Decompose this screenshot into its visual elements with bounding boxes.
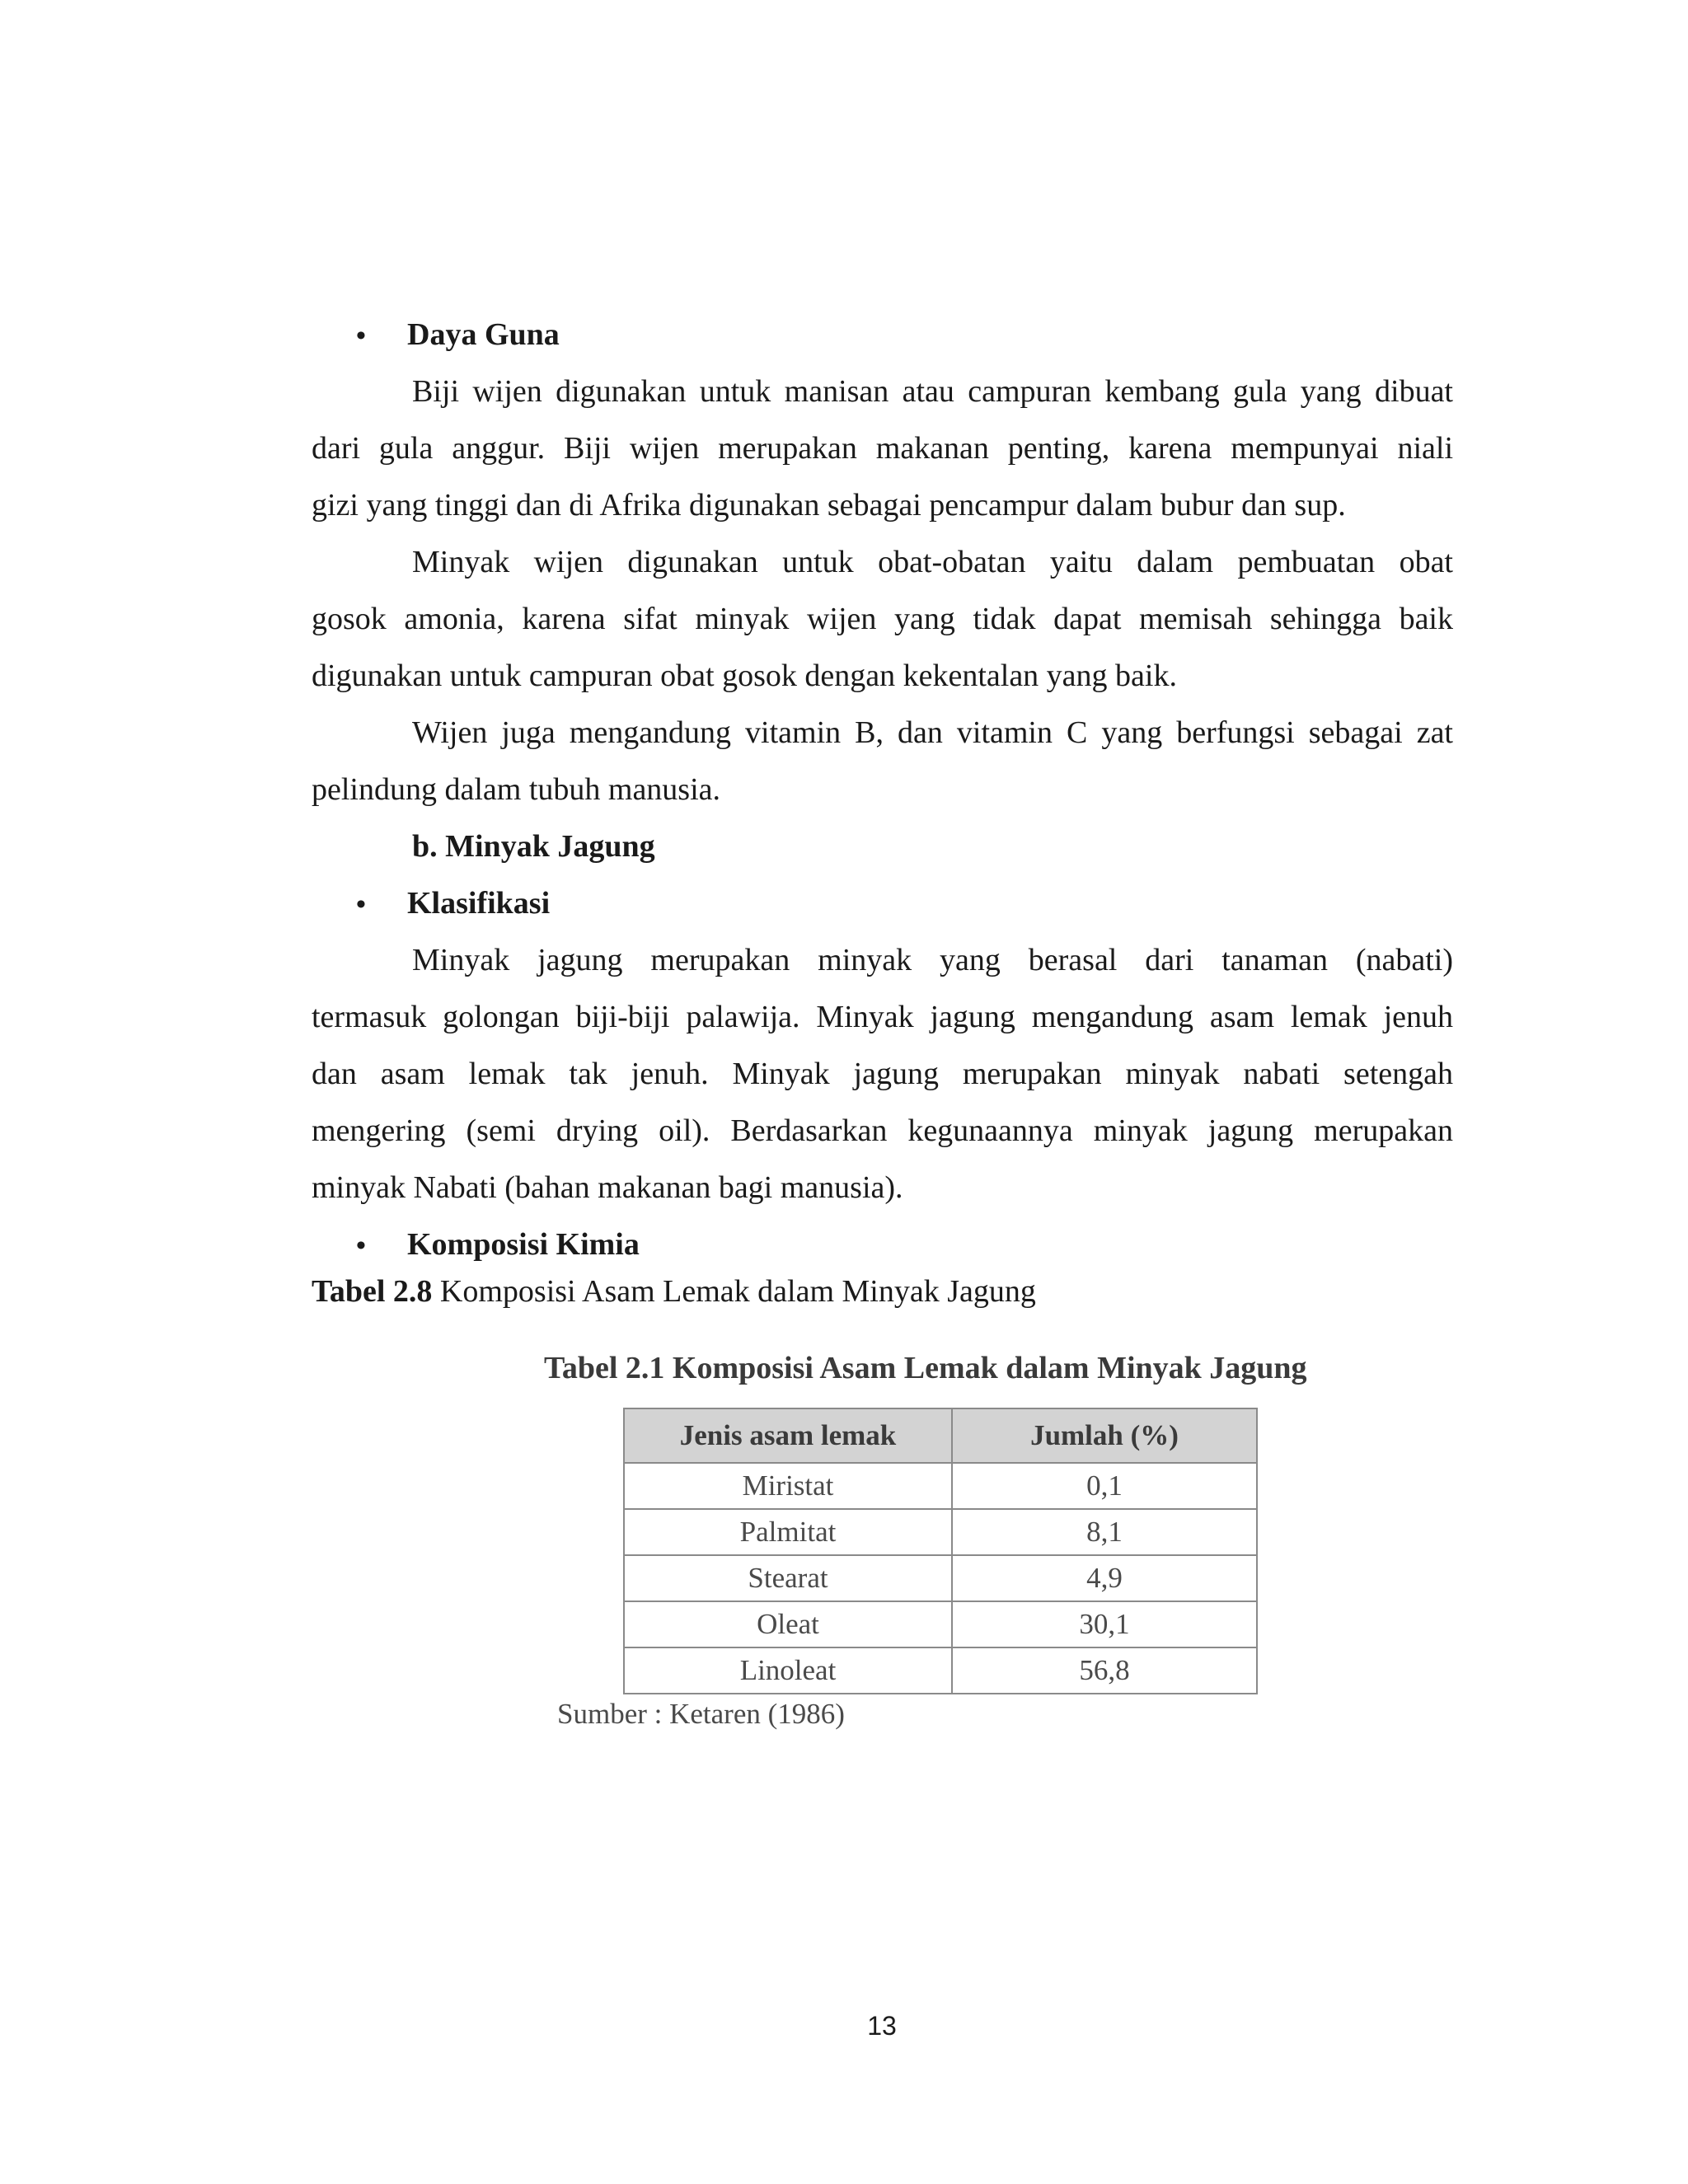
table-cell: Linoleat	[624, 1647, 952, 1694]
figure-title: Tabel 2.1 Komposisi Asam Lemak dalam Minyak Jagung	[544, 1351, 1307, 1385]
table-row	[624, 1555, 1257, 1601]
bullet-icon: •	[356, 889, 366, 920]
heading-minyak-jagung: b. Minyak Jagung	[412, 829, 655, 864]
fatty-acid-table	[623, 1408, 1258, 1694]
table-caption	[312, 1273, 1036, 1310]
paragraph-line: Minyak jagung merupakan minyak yang berasal dari tanaman (nabati)	[412, 943, 1453, 977]
paragraph-line: termasuk golongan biji-biji palawija. Minyak jagung mengandung asam lemak jenuh	[312, 1000, 1453, 1034]
table-cell: 0,1	[952, 1463, 1257, 1509]
table-header-row	[624, 1408, 1257, 1463]
table-row	[624, 1601, 1257, 1647]
table-figure-image	[544, 1350, 1368, 1737]
heading-komposisi-kimia: Komposisi Kimia	[407, 1227, 640, 1262]
paragraph-line: minyak Nabati (bahan makanan bagi manusia).	[312, 1170, 903, 1205]
table-caption-text: Komposisi Asam Lemak dalam Minyak Jagung	[432, 1274, 1036, 1309]
table-cell: Palmitat	[624, 1509, 952, 1555]
bullet-heading-klasifikasi	[356, 875, 550, 933]
table-cell: Oleat	[624, 1601, 952, 1647]
paragraph-line: Wijen juga mengandung vitamin B, dan vitamin C yang berfungsi sebagai zat	[412, 715, 1453, 750]
table-cell: 30,1	[952, 1601, 1257, 1647]
bullet-heading-daya-guna	[356, 307, 560, 364]
heading-klasifikasi: Klasifikasi	[407, 886, 551, 921]
paragraph-line: dan asam lemak tak jenuh. Minyak jagung merupakan minyak nabati setengah	[312, 1057, 1453, 1091]
table-cell: 4,9	[952, 1555, 1257, 1601]
page-number: 13	[867, 2011, 897, 2041]
table-source: Sumber : Ketaren (1986)	[557, 1698, 845, 1730]
table-cell: 8,1	[952, 1509, 1257, 1555]
paragraph-line: mengering (semi drying oil). Berdasarkan kegunaannya minyak jagung merupakan	[312, 1113, 1453, 1148]
paragraph-line: pelindung dalam tubuh manusia.	[312, 772, 721, 807]
paragraph-line: gizi yang tinggi dan di Afrika digunakan sebagai pencampur dalam bubur dan sup.	[312, 488, 1346, 523]
paragraph-line: digunakan untuk campuran obat gosok dengan kekentalan yang baik.	[312, 658, 1177, 693]
bullet-icon: •	[356, 321, 366, 351]
table-row	[624, 1463, 1257, 1509]
table-row	[624, 1647, 1257, 1694]
bullet-heading-komposisi	[356, 1216, 640, 1274]
paragraph-line: Biji wijen digunakan untuk manisan atau campuran kembang gula yang dibuat	[412, 374, 1453, 409]
heading-daya-guna: Daya Guna	[407, 317, 560, 352]
table-caption-label: Tabel 2.8	[312, 1274, 433, 1309]
paragraph-line: dari gula anggur. Biji wijen merupakan makanan penting, karena mempunyai niali	[312, 431, 1453, 466]
column-header: Jenis asam lemak	[624, 1408, 952, 1463]
table-cell: 56,8	[952, 1647, 1257, 1694]
paragraph-line: Minyak wijen digunakan untuk obat-obatan yaitu dalam pembuatan obat	[412, 545, 1453, 579]
table-row	[624, 1509, 1257, 1555]
table-cell: Stearat	[624, 1555, 952, 1601]
table-cell: Miristat	[624, 1463, 952, 1509]
column-header: Jumlah (%)	[952, 1408, 1257, 1463]
paragraph-line: gosok amonia, karena sifat minyak wijen yang tidak dapat memisah sehingga baik	[312, 602, 1453, 636]
bullet-icon: •	[356, 1230, 366, 1261]
